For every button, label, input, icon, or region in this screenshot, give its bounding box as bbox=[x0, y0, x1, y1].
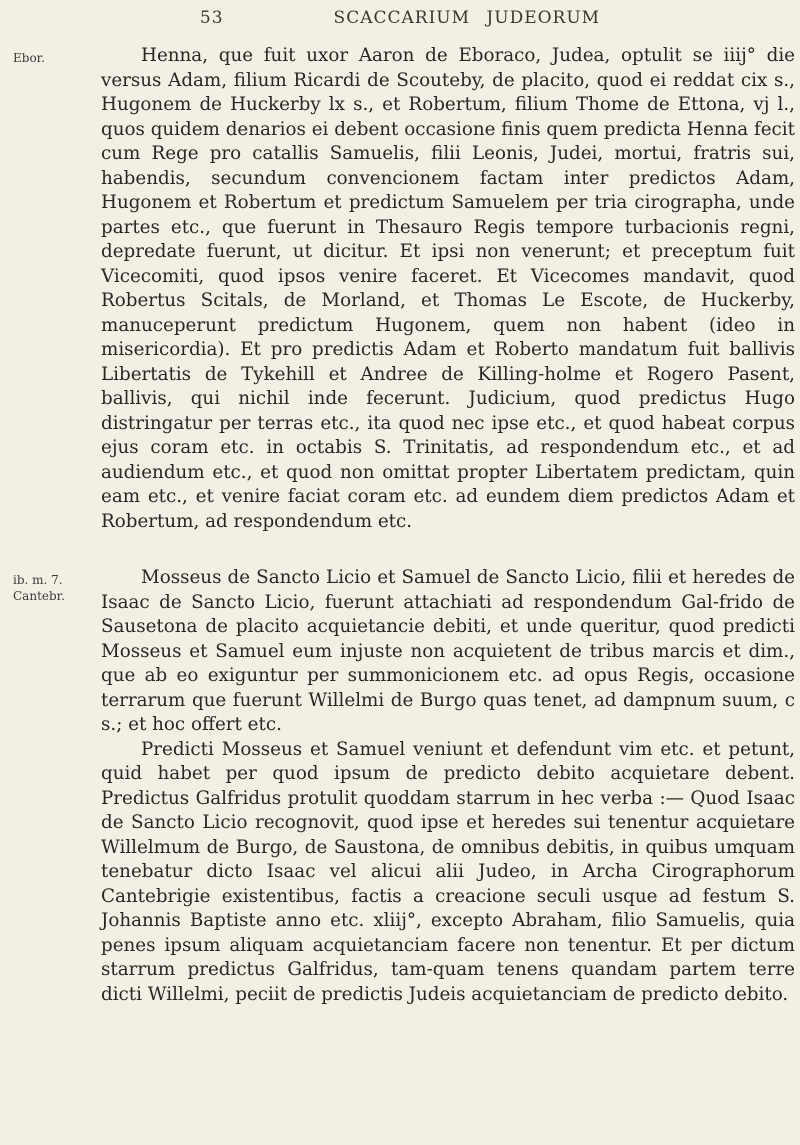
entry-paragraph: Predicti Mosseus et Samuel veniunt et defendunt vim etc. et petunt, quid habet per quod ipsum de predicto debito acquietare debent. Predictus Galfridus protulit quoddam starrum in hec verba :— Quod Isaac de Sancto Licio recognovit, quod ipse et heredes sui tenentur acquietare Willelmum de Burgo, de Saustona, de omnibus debitis, in quibus umquam tenebatur dicto Isaac vel alicui alii Judeo, in Archa Cirographorum Cantebrigie existentibus, factis a creacione seculi usque ad festum S. Johannis Baptiste anno etc. xliij°, excepto Abraham, filio Samuelis, quia penes ipsum aliquam acquietanciam facere non tenentur. Et per dictum starrum predictus Galfridus, tam-quam tenens quandam partem terre dicti Willelmi, peciit de predictis Judeis acquietanciam de predicto debito. bbox=[101, 738, 795, 1005]
running-title: SCACCARIUM JUDEORUM bbox=[333, 8, 601, 28]
running-head bbox=[0, 8, 800, 28]
page-number: 53 bbox=[199, 8, 224, 28]
entry-ebor bbox=[101, 44, 795, 534]
entry-paragraph: Mosseus de Sancto Licio et Samuel de Sancto Licio, filii et heredes de Isaac de Sancto Licio, fuerunt attachiati ad respondendum Gal-frido de Sausetona de placito acquietancie debiti, et unde queritur, quod predicti Mosseus et Samuel eum injuste non acquietent de tribus marcis et dim., que ab eo exiguntur per summonicionem etc. ad opus Regis, occasione terrarum que fuerunt Willelmi de Burgo quas tenet, ad dampnum suum, c s.; et hoc offert etc. bbox=[101, 567, 795, 735]
entry-paragraph: Henna, que fuit uxor Aaron de Eboraco, Judea, optulit se iiij° die versus Adam, filium Ricardi de Scouteby, de placito, quod ei reddat cix s., Hugonem de Huckerby lx s., et Robertum, filium Thome de Ettona, vj l., quos quidem denarios ei debent occasione finis quem predicta Henna fecit cum Rege pro catallis Samuelis, filii Leonis, Judei, mortui, fratris sui, habendis, secundum convencionem factam inter predictos Adam, Hugonem et Robertum et predictum Samuelem per tria cirographa, unde partes etc., que fuerunt in Thesauro Regis tempore turbacionis regni, depredate fuerunt, ut dicitur. Et ipsi non venerunt; et preceptum fuit Vicecomiti, quod ipsos venire faceret. Et Vicecomes mandavit, quod Robertus Scitals, de Morland, et Thomas Le Escote, de Huckerby, manuceperunt predictum Hugonem, quem non habent (ideo in misericordia). Et pro predictis Adam et Roberto mandatum fuit ballivis Libertatis de Tykehill et Andree de Killing-holme et Rogero Pasent, ballivis, qui nichil inde fecerunt. Judicium, quod predictus Hugo distringatur per terras etc., ita quod nec ipse etc., et quod habeat corpus ejus coram etc. in octabis S. Trinitatis, ad respondendum etc., et ad audiendum etc., et quod non omittat propter Libertatem predictam, quin eam etc., et venire faciat coram etc. ad eundem diem predictos Adam et Robertum, ad respondendum etc. bbox=[101, 45, 795, 532]
margin-note-ebor: Ebor. bbox=[13, 51, 45, 65]
margin-note-cantebr: ib. m. 7. Cantebr. bbox=[13, 573, 65, 603]
entry-cantebr bbox=[101, 566, 795, 1007]
